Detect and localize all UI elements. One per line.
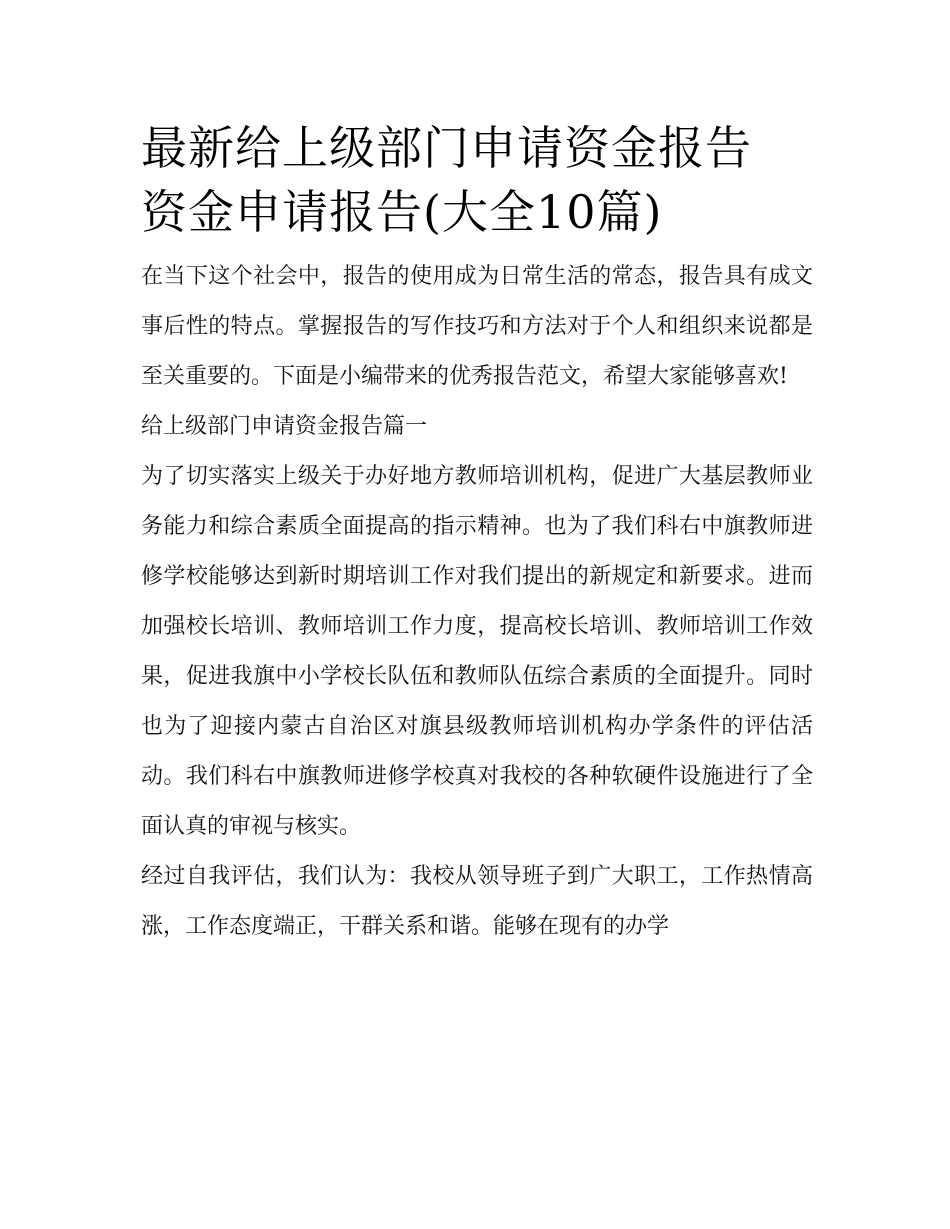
intro-paragraph: 在当下这个社会中，报告的使用成为日常生活的常态，报告具有成文事后性的特点。掌握报告的写作技巧和方法对于个人和组织来说都是至关重要的。下面是小编带来的优秀报告范文，希望大家能够喜欢! — [141, 264, 813, 389]
body-paragraph: 为了切实落实上级关于办好地方教师培训机构，促进广大基层教师业务能力和综合素质全面提高的指示精神。也为了我们科右中旗教师进修学校能够达到新时期培训工作对我们提出的新规定和新要求。进而加强校长培训、教师培训工作力度，提高校长培训、教师培训工作效果，促进我旗中小学校长队伍和教师队伍综合素质的全面提升。同时也为了迎接内蒙古自治区对旗县级教师培训机构办学条件的评估活动。我们科右中旗教师进修学校真对我校的各种软硬件设施进行了全面认真的审视与核实。 — [141, 464, 813, 839]
body-paragraph: 经过自我评估，我们认为：我校从领导班子到广大职工，工作热情高涨，工作态度端正，干群关系和谐。能够在现有的办学 — [141, 864, 813, 939]
document-title: 最新给上级部门申请资金报告 资金申请报告(大全10篇) — [141, 121, 752, 239]
document-body — [141, 116, 813, 952]
section-heading: 给上级部门申请资金报告篇一 — [141, 414, 428, 439]
